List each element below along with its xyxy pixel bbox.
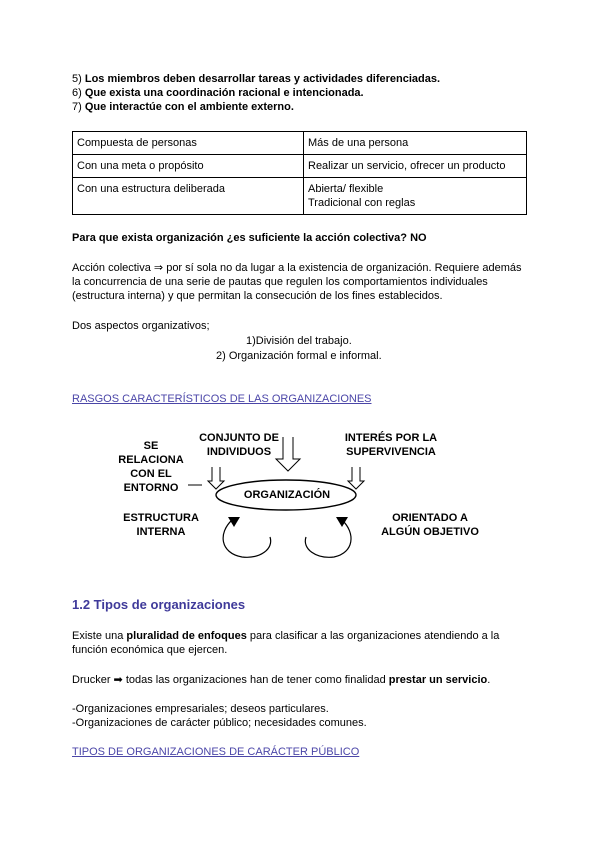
table-cell: Compuesta de personas [73, 132, 304, 155]
curved-arrow-left-icon [223, 520, 271, 557]
cell-line: Abierta/ flexible [308, 183, 384, 195]
text-line: (estructura interna) y que permitan la consecución de los fines establecidos. [72, 290, 443, 302]
diagram-center-label: ORGANIZACIÓN [243, 489, 331, 501]
org-types-list [72, 702, 367, 730]
cell-line: Tradicional con reglas [308, 197, 416, 209]
aspect-item: 2) Organización formal e informal. [216, 350, 382, 362]
table-cell: Más de una persona [304, 132, 527, 155]
drucker-line: Drucker ➡ todas las organizaciones han de tener como finalidad prestar un servicio. [72, 674, 491, 686]
numbered-list [72, 72, 440, 114]
text-line: función económica que ejercen. [72, 644, 228, 656]
question-text: Para que exista organización ¿es suficiente la acción colectiva? NO [72, 232, 427, 244]
section-title: 1.2 Tipos de organizaciones [72, 597, 246, 612]
link-rasgos-caracteristicos[interactable]: RASGOS CARACTERÍSTICOS DE LAS ORGANIZACIONES [72, 393, 372, 405]
diagram-label-individuos: CONJUNTO DE INDIVIDUOS [199, 432, 279, 458]
list-item: -Organizaciones empresariales; deseos particulares. [72, 703, 329, 715]
table-row [73, 155, 527, 178]
table-cell: Con una meta o propósito [73, 155, 304, 178]
diagram-label-supervivencia: INTERÉS POR LA SUPERVIVENCIA [344, 432, 438, 458]
arrow-down-right-icon [348, 467, 364, 489]
diagram-label-estructura: ESTRUCTURA INTERNA [123, 512, 199, 538]
arrow-down-left-icon [208, 467, 224, 489]
aspect-item: 1)División del trabajo. [246, 335, 352, 347]
link-tipos-publico[interactable]: TIPOS DE ORGANIZACIONES DE CARÁCTER PÚBLICO [72, 746, 360, 758]
text-line: la concurrencia de una serie de pautas que regulen los comportamientos individuales [72, 276, 488, 288]
list-item: -Organizaciones de carácter público; necesidades comunes. [72, 717, 367, 729]
diagram-label-entorno: SE RELACIONA CON EL ENTORNO [118, 440, 184, 494]
table-cell: Realizar un servicio, ofrecer un producto [304, 155, 527, 178]
characteristics-table [72, 131, 527, 215]
curved-arrow-right-icon [305, 520, 351, 557]
paragraph-enfoques [72, 629, 532, 657]
paragraph-collective-action [72, 261, 521, 303]
table-cell [304, 178, 527, 215]
text-line: Existe una pluralidad de enfoques para clasificar a las organizaciones atendiendo a la [72, 630, 500, 642]
text-line: Acción colectiva ⇒ por sí sola no da lugar a la existencia de organización. Requiere además [72, 262, 522, 274]
aspects-intro: Dos aspectos organizativos; [72, 320, 210, 332]
diagram-label-objetivo: ORIENTADO A ALGÚN OBJETIVO [381, 512, 479, 538]
table-row [73, 178, 527, 215]
organization-diagram [90, 425, 510, 575]
table-row [73, 132, 527, 155]
list-item: 6) Que exista una coordinación racional e intencionada. [72, 87, 364, 99]
table-cell: Con una estructura deliberada [73, 178, 304, 215]
list-item: 5) Los miembros deben desarrollar tareas y actividades diferenciadas. [72, 73, 441, 85]
list-item: 7) Que interactúe con el ambiente externo. [72, 101, 294, 113]
